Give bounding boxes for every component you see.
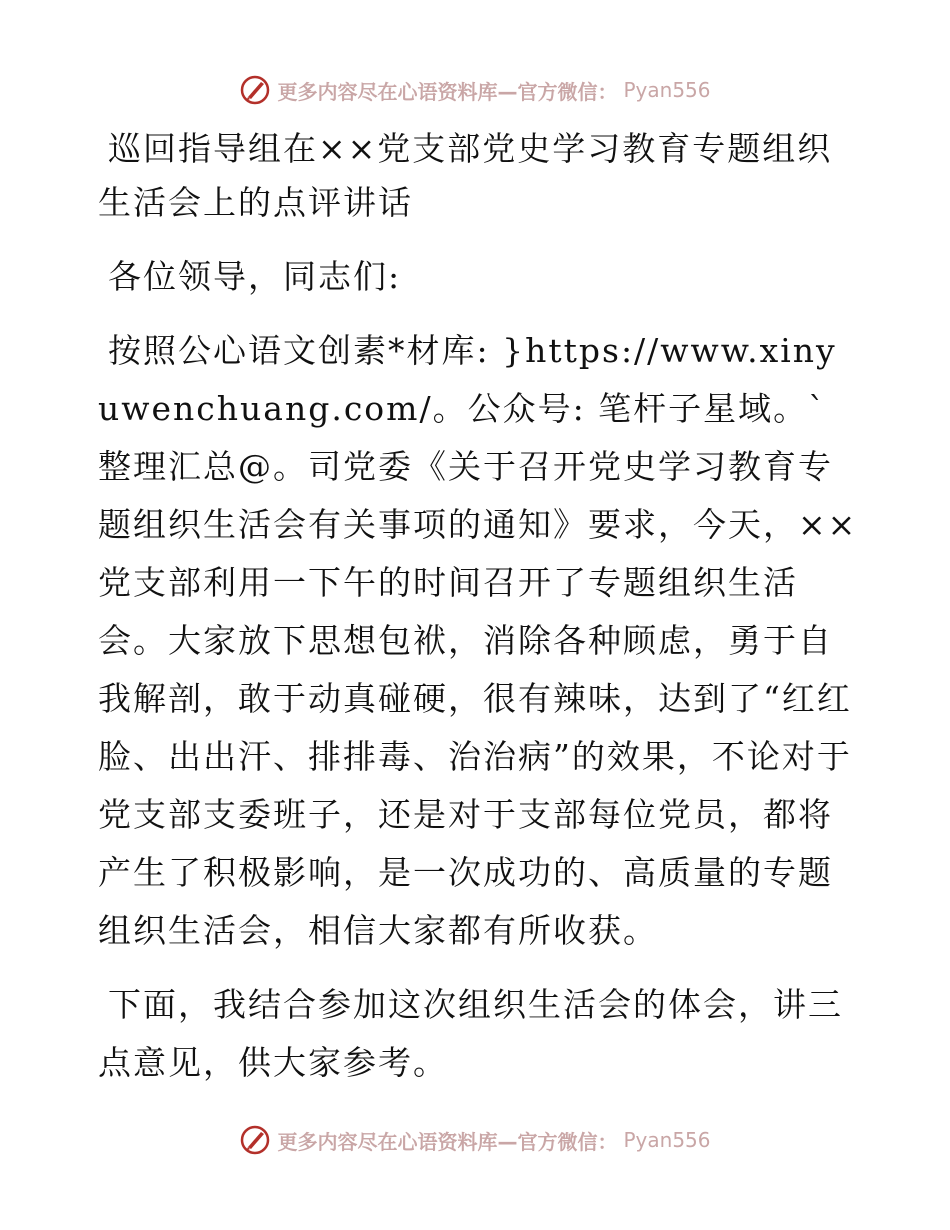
paragraph-body: 按照公心语文创素*材库: }https://www.xinyuwenchuang.com/。公众号: 笔杆子星域。`整理汇总@。司党委《关于召开党史学习教育专题组织生活会有关事项的通知》要求，今天，××党支部利用一下午的时间召开了专题组织生活会。大家放下思想包袱，消除各种顾虑，勇于自我解剖，敢于动真碰硬，很有辣味，达到了“红红脸、出出汗、排排毒、治治病”的效果，不论对于党支部支委班子，还是对于支部每位党员，都将产生了积极影响，是一次成功的、高质量的专题组织生活会，相信大家都有所收获。 <box>98 331 858 950</box>
footer-banner-wechat: Pyan556 <box>623 1128 711 1152</box>
footer-banner-text: 更多内容尽在心语资料库—官方微信： <box>277 1129 618 1154</box>
header-banner <box>0 72 950 108</box>
paragraph-salutation: 各位领导，同志们: <box>108 257 402 296</box>
quill-logo-icon <box>239 74 271 106</box>
header-banner-wechat: Pyan556 <box>623 78 711 102</box>
document-title: 巡回指导组在××党支部党史学习教育专题组织生活会上的点评讲话 <box>98 129 833 222</box>
header-banner-text: 更多内容尽在心语资料库—官方微信： <box>277 79 618 104</box>
footer-banner <box>0 1122 950 1158</box>
paragraph-closing: 下面，我结合参加这次组织生活会的体会，讲三点意见，供大家参考。 <box>98 985 843 1082</box>
document-body <box>98 122 858 1092</box>
quill-logo-icon <box>239 1124 271 1156</box>
